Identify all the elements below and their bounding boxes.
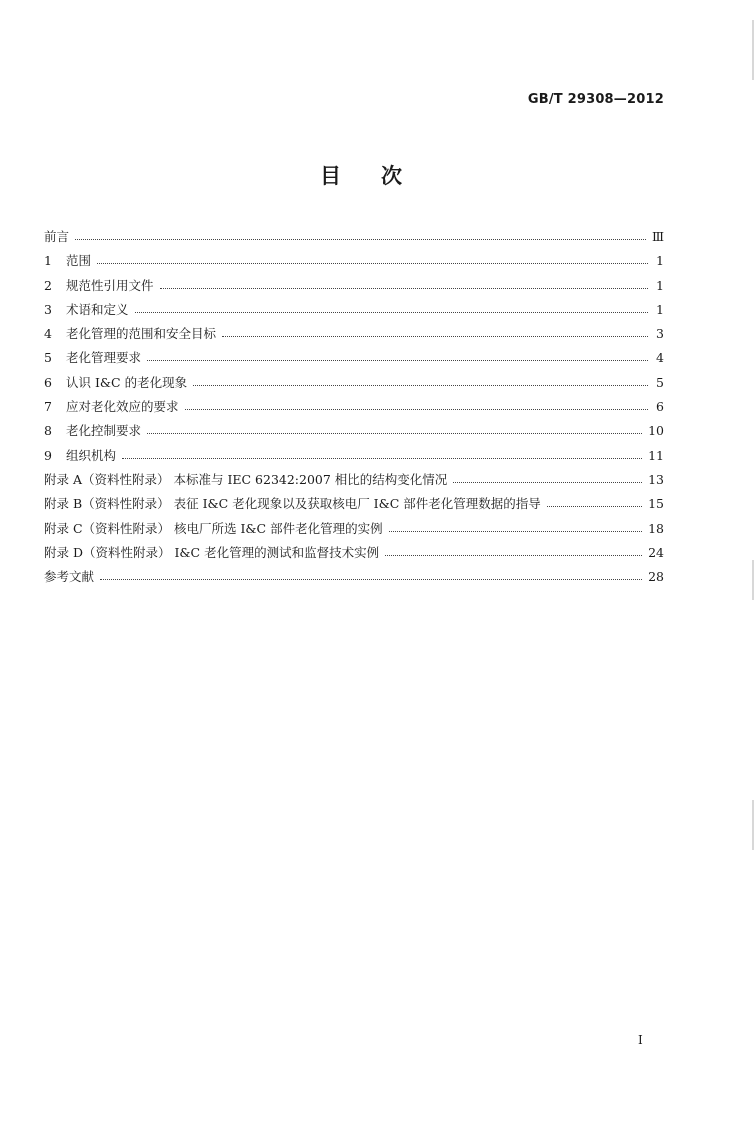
scan-edge-mark <box>752 20 754 80</box>
toc-leader-dots <box>122 450 642 460</box>
toc-entry-label: 规范性引用文件 <box>66 277 154 293</box>
toc-leader-dots <box>222 328 648 338</box>
toc-leader-dots <box>453 474 642 484</box>
toc-entry-number: 3 <box>44 301 52 317</box>
toc-entry-page: 5 <box>656 374 664 390</box>
toc-entry-4[interactable] <box>44 324 664 348</box>
toc-entry-references[interactable] <box>44 567 664 591</box>
toc-entry-label: 老化管理要求 <box>66 350 142 366</box>
toc-entry-label: 老化控制要求 <box>66 423 142 439</box>
toc-leader-dots <box>147 425 642 435</box>
toc-entry-page: Ⅲ <box>651 229 664 244</box>
toc-entry-label: 组织机构 <box>66 447 117 463</box>
toc-entry-label: 附录 A（资料性附录） 本标准与 IEC 62342:2007 相比的结构变化情况 <box>44 471 448 487</box>
toc-leader-dots <box>547 498 642 508</box>
toc-entry-number: 5 <box>44 350 52 366</box>
toc-entry-number: 7 <box>44 399 52 415</box>
toc-entry-number: 2 <box>44 277 52 293</box>
toc-entry-number: 6 <box>44 374 52 390</box>
scan-edge-mark <box>752 560 754 600</box>
toc-entry-label: 范围 <box>66 253 92 269</box>
toc-entry-1[interactable] <box>44 251 664 275</box>
toc-entry-label: 老化管理的范围和安全目标 <box>66 326 217 342</box>
toc-entry-label: 附录 D（资料性附录） I&C 老化管理的测试和监督技术实例 <box>44 544 380 560</box>
toc-entry-label: 前言 <box>44 229 70 244</box>
table-of-contents <box>44 227 664 591</box>
toc-entry-page: 18 <box>648 520 664 536</box>
toc-entry-3[interactable] <box>44 300 664 324</box>
toc-entry-page: 1 <box>656 253 664 269</box>
page-number: I <box>638 1033 643 1047</box>
toc-entry-label: 附录 B（资料性附录） 表征 I&C 老化现象以及获取核电厂 I&C 部件老化管理数据的指导 <box>44 496 541 512</box>
toc-entry-label: 应对老化效应的要求 <box>66 399 179 415</box>
toc-entry-label: 术语和定义 <box>66 301 129 317</box>
toc-leader-dots <box>147 352 648 362</box>
toc-entry-page: 3 <box>656 326 664 342</box>
toc-entry-page: 13 <box>648 471 664 487</box>
toc-entry-7[interactable] <box>44 397 664 421</box>
toc-entry-page: 6 <box>656 399 664 415</box>
toc-entry-page: 24 <box>648 544 664 560</box>
toc-entry-appendix-a[interactable] <box>44 470 664 494</box>
toc-leader-dots <box>135 304 648 314</box>
toc-entry-page: 4 <box>656 350 664 366</box>
toc-entry-label: 参考文献 <box>44 569 95 585</box>
toc-entry-6[interactable] <box>44 373 664 397</box>
toc-entry-2[interactable] <box>44 276 664 300</box>
toc-leader-dots <box>97 255 648 265</box>
toc-leader-dots <box>185 401 648 411</box>
toc-entry-number: 8 <box>44 423 52 439</box>
toc-entry-page: 1 <box>656 301 664 317</box>
toc-entry-page: 28 <box>648 569 664 585</box>
toc-leader-dots <box>389 523 643 533</box>
toc-entry-label: 附录 C（资料性附录） 核电厂所选 I&C 部件老化管理的实例 <box>44 520 383 536</box>
page-title: 目次 <box>320 164 442 188</box>
toc-leader-dots <box>100 571 642 581</box>
toc-entry-8[interactable] <box>44 421 664 445</box>
toc-entry-number: 9 <box>44 447 52 463</box>
toc-leader-dots <box>75 231 646 241</box>
toc-entry-label: 认识 I&C 的老化现象 <box>66 374 188 390</box>
toc-entry-page: 15 <box>648 496 664 512</box>
toc-entry-number: 1 <box>44 253 52 269</box>
toc-entry-page: 11 <box>648 447 664 463</box>
toc-entry-number: 4 <box>44 326 52 342</box>
toc-leader-dots <box>193 377 648 387</box>
standard-code: GB/T 29308—2012 <box>527 92 664 107</box>
toc-entry-appendix-d[interactable] <box>44 543 664 567</box>
toc-entry-9[interactable] <box>44 446 664 470</box>
toc-leader-dots <box>160 280 648 290</box>
toc-entry-appendix-b[interactable] <box>44 494 664 518</box>
toc-entry-foreword[interactable] <box>44 227 664 251</box>
toc-leader-dots <box>385 547 642 557</box>
toc-entry-5[interactable] <box>44 348 664 372</box>
toc-entry-page: 1 <box>656 277 664 293</box>
toc-entry-appendix-c[interactable] <box>44 519 664 543</box>
toc-entry-page: 10 <box>648 423 664 439</box>
scan-edge-mark <box>752 800 754 850</box>
